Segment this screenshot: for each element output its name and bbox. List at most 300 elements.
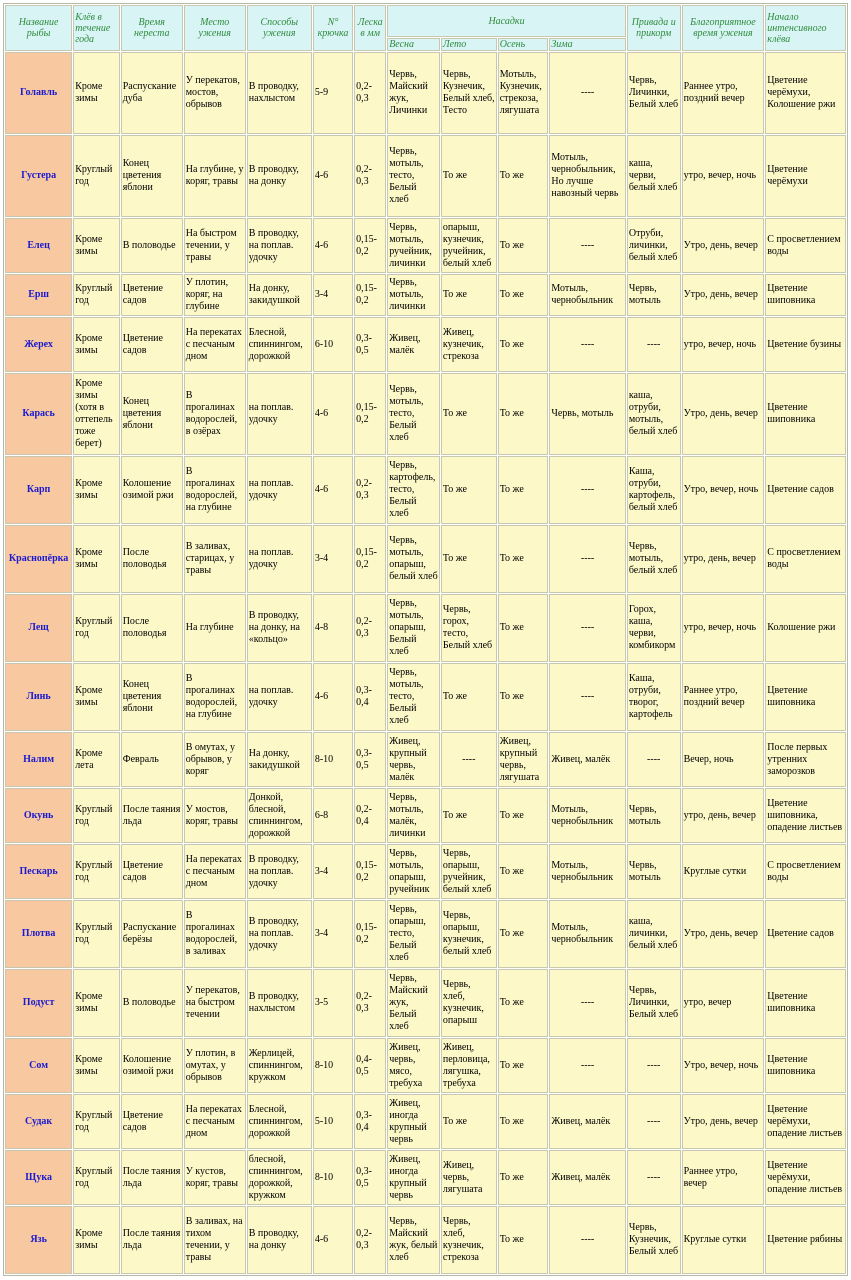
cell-winter: ---- — [549, 1038, 626, 1093]
cell-place: На перекатах с песчаным дном — [184, 317, 246, 372]
cell-start: Цветение черёмухи, опадение листьев — [765, 1094, 846, 1149]
cell-time: Утро, день, вечер — [682, 274, 765, 316]
cell-spring: Червь, мотыль, опарыш, белый хлеб — [387, 525, 440, 593]
cell-name: Судак — [5, 1094, 72, 1149]
cell-name: Голавль — [5, 52, 72, 134]
cell-season: Круглый год — [73, 274, 120, 316]
cell-feed: Червь, мотыль — [627, 274, 681, 316]
cell-line: 0,15-0,2 — [354, 274, 386, 316]
header-hook: N° крючка — [313, 5, 353, 51]
cell-spring: Живец, крупный червь, малёк — [387, 732, 440, 787]
cell-line: 0,2-0,3 — [354, 456, 386, 524]
cell-autumn: То же — [498, 788, 549, 843]
cell-start: С просветлением воды — [765, 218, 846, 273]
cell-autumn: То же — [498, 218, 549, 273]
cell-method: на поплав. удочку — [247, 373, 312, 455]
cell-hook: 8-10 — [313, 1038, 353, 1093]
cell-name: Линь — [5, 663, 72, 731]
table-row — [5, 1150, 846, 1205]
cell-spring: Червь, Майский жук, Личинки — [387, 52, 440, 134]
cell-name: Ерш — [5, 274, 72, 316]
cell-season: Кроме зимы — [73, 1206, 120, 1274]
cell-hook: 4-6 — [313, 1206, 353, 1274]
cell-winter: Мотыль, чернобыльник — [549, 788, 626, 843]
table-row — [5, 969, 846, 1037]
cell-feed: ---- — [627, 1094, 681, 1149]
cell-name: Окунь — [5, 788, 72, 843]
cell-spawn: Распускание берёзы — [121, 900, 183, 968]
cell-spawn: Конец цветения яблони — [121, 373, 183, 455]
cell-spawn: После половодья — [121, 594, 183, 662]
cell-method: В проводку, на донку — [247, 1206, 312, 1274]
cell-line: 0,2-0,3 — [354, 969, 386, 1037]
header-summer: Лето — [441, 38, 497, 51]
cell-feed: Червь, Личинки, Белый хлеб — [627, 969, 681, 1037]
table-row — [5, 594, 846, 662]
cell-hook: 3-4 — [313, 274, 353, 316]
cell-winter: ---- — [549, 969, 626, 1037]
cell-winter: ---- — [549, 1206, 626, 1274]
cell-line: 0,2-0,3 — [354, 52, 386, 134]
cell-summer: ---- — [441, 732, 497, 787]
header-autumn: Осень — [498, 38, 549, 51]
cell-hook: 5-9 — [313, 52, 353, 134]
cell-feed: ---- — [627, 732, 681, 787]
cell-autumn: То же — [498, 844, 549, 899]
cell-place: В прогалинах водорослей, в озёрах — [184, 373, 246, 455]
table-row — [5, 663, 846, 731]
cell-spawn: Цветение садов — [121, 844, 183, 899]
table-row — [5, 52, 846, 134]
cell-summer: То же — [441, 274, 497, 316]
cell-name: Подуст — [5, 969, 72, 1037]
cell-feed: каша, личинки, белый хлеб — [627, 900, 681, 968]
cell-autumn: То же — [498, 456, 549, 524]
cell-method: На донку, закидушкой — [247, 732, 312, 787]
cell-start: Цветение черёмухи, опадение листьев — [765, 1150, 846, 1205]
table-row — [5, 1038, 846, 1093]
cell-summer: То же — [441, 1094, 497, 1149]
cell-season: Кроме зимы — [73, 1038, 120, 1093]
cell-hook: 3-4 — [313, 525, 353, 593]
cell-winter: Мотыль, чернобыльник — [549, 274, 626, 316]
cell-season: Кроме зимы — [73, 663, 120, 731]
cell-winter: ---- — [549, 52, 626, 134]
cell-spawn: Цветение садов — [121, 317, 183, 372]
cell-spring: Червь, мотыль, ручейник, личинки — [387, 218, 440, 273]
cell-place: На быстром течении, у травы — [184, 218, 246, 273]
cell-summer: То же — [441, 456, 497, 524]
cell-season: Кроме зимы — [73, 969, 120, 1037]
cell-winter: ---- — [549, 218, 626, 273]
cell-feed: каша, черви, белый хлеб — [627, 135, 681, 217]
cell-time: Раннее утро, поздний вечер — [682, 52, 765, 134]
cell-line: 0,3-0,5 — [354, 317, 386, 372]
cell-hook: 4-8 — [313, 594, 353, 662]
cell-spring: Червь, опарыш, тесто, Белый хлеб — [387, 900, 440, 968]
cell-time: Утро, день, вечер — [682, 1094, 765, 1149]
cell-hook: 4-6 — [313, 373, 353, 455]
cell-hook: 6-10 — [313, 317, 353, 372]
cell-place: В прогалинах водорослей, на глубине — [184, 456, 246, 524]
cell-feed: ---- — [627, 1038, 681, 1093]
cell-spawn: После таяния льда — [121, 1206, 183, 1274]
cell-time: Утро, день, вечер — [682, 373, 765, 455]
cell-name: Карась — [5, 373, 72, 455]
cell-feed: ---- — [627, 1150, 681, 1205]
cell-hook: 6-8 — [313, 788, 353, 843]
cell-summer: То же — [441, 135, 497, 217]
header-feed: Привада и прикорм — [627, 5, 681, 51]
cell-season: Круглый год — [73, 900, 120, 968]
cell-line: 0,15-0,2 — [354, 900, 386, 968]
header-name: Название рыбы — [5, 5, 72, 51]
cell-time: Круглые сутки — [682, 844, 765, 899]
cell-feed: Червь, мотыль — [627, 788, 681, 843]
cell-method: Жерлицей, спиннингом, кружком — [247, 1038, 312, 1093]
cell-autumn: Живец, крупный червь, лягушата — [498, 732, 549, 787]
cell-time: Раннее утро, поздний вечер — [682, 663, 765, 731]
cell-time: утро, вечер — [682, 969, 765, 1037]
table-body — [5, 52, 846, 1274]
cell-time: Утро, день, вечер — [682, 218, 765, 273]
cell-season: Кроме зимы — [73, 52, 120, 134]
cell-start: Цветение садов — [765, 900, 846, 968]
cell-name: Сом — [5, 1038, 72, 1093]
cell-autumn: То же — [498, 1150, 549, 1205]
cell-start: Цветение бузины — [765, 317, 846, 372]
cell-name: Налим — [5, 732, 72, 787]
cell-start: После первых утренних заморозков — [765, 732, 846, 787]
cell-autumn: То же — [498, 1038, 549, 1093]
cell-method: Блесной, спиннингом, дорожкой — [247, 1094, 312, 1149]
cell-hook: 3-4 — [313, 900, 353, 968]
cell-hook: 4-6 — [313, 218, 353, 273]
cell-start: С просветлением воды — [765, 525, 846, 593]
cell-method: В проводку, на поплав. удочку — [247, 844, 312, 899]
cell-spring: Червь, мотыль, малёк, личинки — [387, 788, 440, 843]
cell-start: С просветлением воды — [765, 844, 846, 899]
cell-name: Елец — [5, 218, 72, 273]
cell-winter: ---- — [549, 594, 626, 662]
header-place: Место ужения — [184, 5, 246, 51]
cell-summer: Червь, хлеб, кузнечик, стрекоза — [441, 1206, 497, 1274]
header-season: Клёв в течение года — [73, 5, 120, 51]
cell-spawn: В половодье — [121, 969, 183, 1037]
table-row — [5, 525, 846, 593]
cell-feed: Каша, отруби, творог, картофель — [627, 663, 681, 731]
cell-winter: Мотыль, чернобыльник, Но лучше навозный червь — [549, 135, 626, 217]
cell-winter: Мотыль, чернобыльник — [549, 900, 626, 968]
cell-name: Пескарь — [5, 844, 72, 899]
cell-line: 0,15-0,2 — [354, 373, 386, 455]
cell-hook: 4-6 — [313, 135, 353, 217]
cell-summer: То же — [441, 663, 497, 731]
cell-summer: Червь, хлеб, кузнечик, опарыш — [441, 969, 497, 1037]
table-row — [5, 218, 846, 273]
cell-time: утро, вечер, ночь — [682, 594, 765, 662]
cell-start: Цветение шиповника — [765, 373, 846, 455]
cell-line: 0,2-0,3 — [354, 1206, 386, 1274]
cell-line: 0,3-0,5 — [354, 732, 386, 787]
cell-season: Кроме зимы — [73, 317, 120, 372]
cell-place: В омутах, у обрывов, у коряг — [184, 732, 246, 787]
cell-autumn: То же — [498, 663, 549, 731]
cell-winter: Живец, малёк — [549, 732, 626, 787]
cell-place: На глубине — [184, 594, 246, 662]
cell-line: 0,15-0,2 — [354, 525, 386, 593]
cell-hook: 8-10 — [313, 732, 353, 787]
cell-place: На перекатах с песчаным дном — [184, 844, 246, 899]
cell-start: Цветение рябины — [765, 1206, 846, 1274]
cell-spawn: Цветение садов — [121, 274, 183, 316]
table-row — [5, 317, 846, 372]
cell-time: утро, день, вечер — [682, 788, 765, 843]
table-row — [5, 732, 846, 787]
header-line: Леска в мм — [354, 5, 386, 51]
cell-spawn: Конец цветения яблони — [121, 135, 183, 217]
cell-start: Цветение садов — [765, 456, 846, 524]
cell-method: В проводку, нахлыстом — [247, 969, 312, 1037]
cell-spawn: После половодья — [121, 525, 183, 593]
cell-time: утро, день, вечер — [682, 525, 765, 593]
cell-name: Щука — [5, 1150, 72, 1205]
cell-summer: Червь, горох, тесто, Белый хлеб — [441, 594, 497, 662]
cell-winter: Живец, малёк — [549, 1150, 626, 1205]
cell-summer: Червь, опарыш, кузнечик, белый хлеб — [441, 900, 497, 968]
cell-start: Цветение шиповника — [765, 663, 846, 731]
cell-season: Круглый год — [73, 844, 120, 899]
cell-spawn: После таяния льда — [121, 788, 183, 843]
cell-line: 0,3-0,4 — [354, 1094, 386, 1149]
cell-spawn: Колошение озимой ржи — [121, 1038, 183, 1093]
cell-winter: ---- — [549, 317, 626, 372]
table-row — [5, 1094, 846, 1149]
cell-autumn: То же — [498, 1094, 549, 1149]
cell-time: Круглые сутки — [682, 1206, 765, 1274]
cell-spring: Червь, Майский жук, белый хлеб — [387, 1206, 440, 1274]
cell-time: Утро, вечер, ночь — [682, 456, 765, 524]
cell-autumn: То же — [498, 135, 549, 217]
cell-season: Круглый год — [73, 594, 120, 662]
cell-name: Лещ — [5, 594, 72, 662]
cell-method: на поплав. удочку — [247, 525, 312, 593]
fishing-table — [3, 3, 848, 1276]
cell-feed: каша, отруби, мотыль, белый хлеб — [627, 373, 681, 455]
cell-name: Язь — [5, 1206, 72, 1274]
cell-spring: Червь, мотыль, тесто, Белый хлеб — [387, 373, 440, 455]
cell-time: Утро, вечер, ночь — [682, 1038, 765, 1093]
cell-time: Раннее утро, вечер — [682, 1150, 765, 1205]
header-time: Благоприятное время ужения — [682, 5, 765, 51]
cell-method: на поплав. удочку — [247, 663, 312, 731]
table-row — [5, 274, 846, 316]
cell-method: В проводку, на донку — [247, 135, 312, 217]
cell-hook: 4-6 — [313, 456, 353, 524]
cell-place: В прогалинах водорослей, на глубине — [184, 663, 246, 731]
cell-summer: опарыш, кузнечик, ручейник, белый хлеб — [441, 218, 497, 273]
cell-spawn: Цветение садов — [121, 1094, 183, 1149]
cell-place: У перекатов, на быстром течении — [184, 969, 246, 1037]
cell-line: 0,15-0,2 — [354, 218, 386, 273]
cell-time: Утро, день, вечер — [682, 900, 765, 968]
cell-summer: То же — [441, 788, 497, 843]
cell-summer: Живец, кузнечик, стрекоза — [441, 317, 497, 372]
cell-time: Вечер, ночь — [682, 732, 765, 787]
cell-name: Плотва — [5, 900, 72, 968]
cell-name: Карп — [5, 456, 72, 524]
cell-time: утро, вечер, ночь — [682, 317, 765, 372]
cell-method: на поплав. удочку — [247, 456, 312, 524]
table-row — [5, 373, 846, 455]
cell-spring: Червь, мотыль, личинки — [387, 274, 440, 316]
cell-winter: Живец, малёк — [549, 1094, 626, 1149]
cell-summer: Червь, опарыш, ручейник, белый хлеб — [441, 844, 497, 899]
cell-start: Цветение шиповника, опадение листьев — [765, 788, 846, 843]
cell-summer: Червь, Кузнечик, Белый хлеб, Тесто — [441, 52, 497, 134]
cell-spawn: Конец цветения яблони — [121, 663, 183, 731]
cell-method: В проводку, на поплав. удочку — [247, 218, 312, 273]
cell-autumn: Мотыль, Кузнечик, стрекоза, лягушата — [498, 52, 549, 134]
cell-spring: Червь, картофель, тесто, Белый хлеб — [387, 456, 440, 524]
cell-autumn: То же — [498, 274, 549, 316]
cell-hook: 8-10 — [313, 1150, 353, 1205]
cell-spring: Червь, мотыль, опарыш, ручейник — [387, 844, 440, 899]
cell-start: Цветение шиповника — [765, 969, 846, 1037]
header-spawn: Время нереста — [121, 5, 183, 51]
table-row — [5, 900, 846, 968]
cell-spawn: Февраль — [121, 732, 183, 787]
cell-summer: Живец, червь, лягушата — [441, 1150, 497, 1205]
cell-feed: Червь, Личинки, Белый хлеб — [627, 52, 681, 134]
cell-autumn: То же — [498, 317, 549, 372]
cell-method: Блесной, спиннингом, дорожкой — [247, 317, 312, 372]
cell-season: Круглый год — [73, 1094, 120, 1149]
cell-autumn: То же — [498, 1206, 549, 1274]
cell-feed: Червь, мотыль — [627, 844, 681, 899]
cell-feed: ---- — [627, 317, 681, 372]
cell-line: 0,2-0,3 — [354, 135, 386, 217]
cell-method: В проводку, нахлыстом — [247, 52, 312, 134]
cell-feed: Отруби, личинки, белый хлеб — [627, 218, 681, 273]
header-method: Способы ужения — [247, 5, 312, 51]
cell-feed: Каша, отруби, картофель, белый хлеб — [627, 456, 681, 524]
cell-feed: Червь, Кузнечик, Белый хлеб — [627, 1206, 681, 1274]
cell-spawn: В половодье — [121, 218, 183, 273]
cell-summer: Живец, перловица, лягушка, требуха — [441, 1038, 497, 1093]
cell-line: 0,3-0,5 — [354, 1150, 386, 1205]
cell-feed: Червь, мотыль, белый хлеб — [627, 525, 681, 593]
cell-autumn: То же — [498, 373, 549, 455]
cell-spring: Червь, Майский жук, Белый хлеб — [387, 969, 440, 1037]
table-row — [5, 456, 846, 524]
cell-spawn: Распускание дуба — [121, 52, 183, 134]
cell-spring: Червь, мотыль, опарыш, Белый хлеб — [387, 594, 440, 662]
cell-place: У кустов, коряг, травы — [184, 1150, 246, 1205]
cell-method: Донкой, блесной, спиннингом, дорожкой — [247, 788, 312, 843]
cell-spawn: Колошение озимой ржи — [121, 456, 183, 524]
cell-start: Цветение черёмухи — [765, 135, 846, 217]
cell-method: блесной, спиннингом, дорожкой, кружком — [247, 1150, 312, 1205]
cell-season: Круглый год — [73, 788, 120, 843]
cell-name: Густера — [5, 135, 72, 217]
cell-spawn: После таяния льда — [121, 1150, 183, 1205]
cell-start: Цветение шиповника — [765, 1038, 846, 1093]
cell-place: В заливах, старицах, у травы — [184, 525, 246, 593]
cell-spring: Живец, червь, мясо, требуха — [387, 1038, 440, 1093]
cell-time: утро, вечер, ночь — [682, 135, 765, 217]
cell-start: Колошение ржи — [765, 594, 846, 662]
cell-summer: То же — [441, 373, 497, 455]
cell-line: 0,15-0,2 — [354, 844, 386, 899]
cell-method: В проводку, на донку, на «кольцо» — [247, 594, 312, 662]
cell-season: Кроме зимы — [73, 218, 120, 273]
cell-name: Жерех — [5, 317, 72, 372]
cell-season: Кроме лета — [73, 732, 120, 787]
cell-summer: То же — [441, 525, 497, 593]
cell-season: Кроме зимы — [73, 456, 120, 524]
cell-place: У плотин, в омутах, у обрывов — [184, 1038, 246, 1093]
header-spring: Весна — [387, 38, 440, 51]
cell-place: У перекатов, мостов, обрывов — [184, 52, 246, 134]
cell-line: 0,2-0,3 — [354, 594, 386, 662]
cell-feed: Горох, каша, черви, комбикорм — [627, 594, 681, 662]
cell-hook: 4-6 — [313, 663, 353, 731]
header-start: Начало интенсивного клёва — [765, 5, 846, 51]
cell-winter: ---- — [549, 456, 626, 524]
cell-hook: 3-5 — [313, 969, 353, 1037]
cell-season: Круглый год — [73, 1150, 120, 1205]
table-row — [5, 1206, 846, 1274]
cell-season: Кроме зимы (хотя в оттепель тоже берет) — [73, 373, 120, 455]
cell-name: Краснопёрка — [5, 525, 72, 593]
cell-line: 0,4-0,5 — [354, 1038, 386, 1093]
table-row — [5, 135, 846, 217]
cell-winter: Мотыль, чернобыльник — [549, 844, 626, 899]
cell-season: Круглый год — [73, 135, 120, 217]
cell-winter: ---- — [549, 525, 626, 593]
cell-place: У мостов, коряг, травы — [184, 788, 246, 843]
cell-start: Цветение черёмухи, Колошение ржи — [765, 52, 846, 134]
cell-spring: Живец, малёк — [387, 317, 440, 372]
cell-place: В прогалинах водорослей, в заливах — [184, 900, 246, 968]
cell-spring: Живец, иногда крупный червь — [387, 1094, 440, 1149]
cell-spring: Живец, иногда крупный червь — [387, 1150, 440, 1205]
table-row — [5, 788, 846, 843]
cell-place: На глубине, у коряг, травы — [184, 135, 246, 217]
cell-hook: 5-10 — [313, 1094, 353, 1149]
cell-line: 0,2-0,4 — [354, 788, 386, 843]
cell-line: 0,3-0,4 — [354, 663, 386, 731]
header-bait: Насадки — [387, 5, 626, 37]
cell-place: На перекатах с песчаным дном — [184, 1094, 246, 1149]
cell-method: В проводку, на поплав. удочку — [247, 900, 312, 968]
cell-hook: 3-4 — [313, 844, 353, 899]
cell-start: Цветение шиповника — [765, 274, 846, 316]
cell-autumn: То же — [498, 594, 549, 662]
cell-spring: Червь, мотыль, тесто, Белый хлеб — [387, 663, 440, 731]
table-row — [5, 844, 846, 899]
cell-place: В заливах, на тихом течении, у травы — [184, 1206, 246, 1274]
cell-spring: Червь, мотыль, тесто, Белый хлеб — [387, 135, 440, 217]
cell-season: Кроме зимы — [73, 525, 120, 593]
cell-autumn: То же — [498, 525, 549, 593]
cell-winter: ---- — [549, 663, 626, 731]
cell-winter: Червь, мотыль — [549, 373, 626, 455]
cell-autumn: То же — [498, 969, 549, 1037]
cell-place: У плотин, коряг, на глубине — [184, 274, 246, 316]
header-winter: Зима — [549, 38, 626, 51]
